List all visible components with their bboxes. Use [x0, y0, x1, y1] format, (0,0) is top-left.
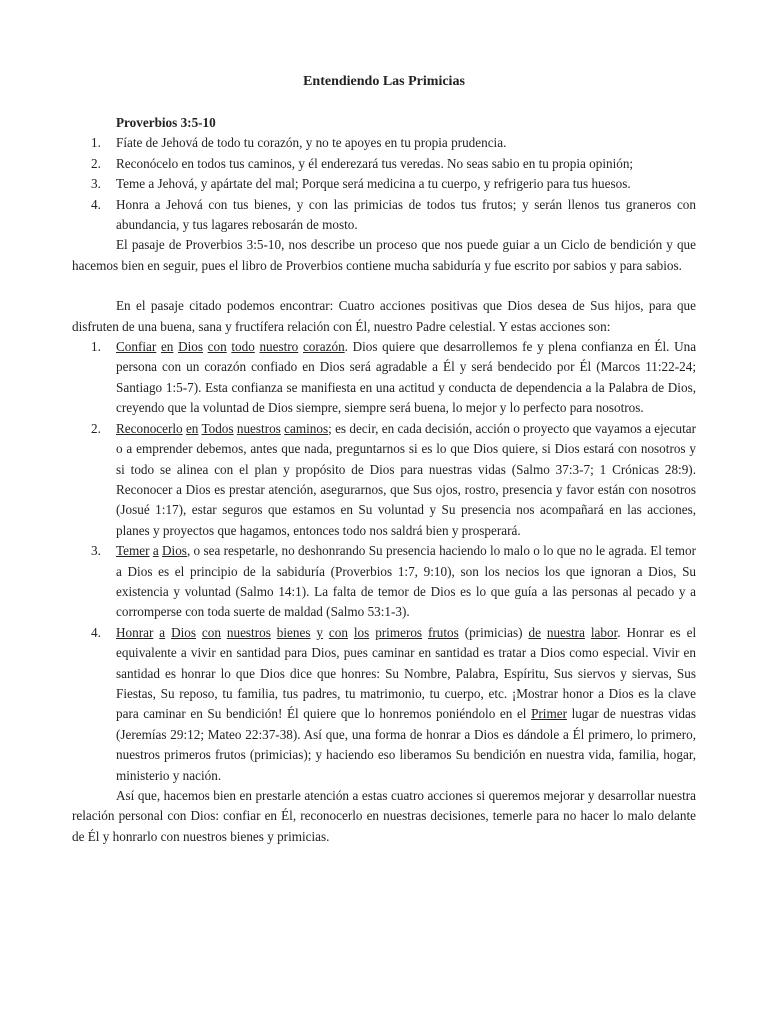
action-heading-word: todo — [231, 339, 255, 355]
action-heading-word: nuestra — [546, 624, 585, 640]
action-item — [72, 623, 696, 786]
action-heading-word: los — [353, 624, 370, 640]
verse-number: 1. — [91, 135, 101, 151]
action-item — [72, 541, 696, 623]
action-number: 4. — [91, 624, 101, 640]
verse-text: Fíate de Jehová de todo tu corazón, y no te apoyes en tu propia prudencia. — [116, 135, 507, 151]
action-heading-word: frutos — [428, 624, 459, 640]
actions-list — [72, 337, 696, 786]
action-heading-word: primeros — [375, 624, 423, 640]
emphasized-word: Primer — [531, 706, 567, 722]
action-body: . Honrar es el equivalente a vivir en santidad para Dios, pues caminar en santidad es tratar a Dios como especial. Vivir en santidad es honrar lo que Dios dice que honres: Su Nombre, Palabra, Espíritu, Sus siervos y siervas, Sus Fiestas, Su reposo, tu familia, tus padres, tu matrimonio, tu cuerpo, etc. ¡Mostrar honor a Dios es la clave para caminar en Su bendición! Él quiere que lo honremos poniéndolo en el — [116, 624, 697, 722]
action-heading-word: a — [152, 543, 159, 559]
action-heading-word: con — [201, 624, 221, 640]
verse-item — [72, 174, 696, 194]
action-heading-word: con — [328, 624, 348, 640]
action-heading-word: Confiar — [116, 339, 157, 355]
document-title: Entendiendo Las Primicias — [303, 74, 465, 89]
paragraph-spacer — [72, 276, 696, 296]
action-heading-word: corazón — [302, 339, 345, 355]
action-heading-word: Reconocerlo — [116, 420, 183, 436]
action-heading-word: nuestro — [259, 339, 299, 355]
verse-number: 4. — [91, 196, 101, 212]
verse-item — [72, 154, 696, 174]
actions-intro-paragraph: En el pasaje citado podemos encontrar: Cuatro acciones positivas que Dios desea de Sus hijos, para que disfruten de una buena, sana y fructífera relación con Él, nuestro Padre celestial. Y estas acciones son: — [72, 298, 696, 334]
conclusion-paragraph: Así que, hacemos bien en prestarle atención a estas cuatro acciones si queremos mejorar y desarrollar nuestra relación personal con Dios: confiar en Él, reconocerlo en nuestras decisiones, temerle para no hacer lo malo delante de Él y honrarlo con nuestros bienes y primicias. — [72, 788, 696, 844]
action-number: 1. — [91, 339, 101, 355]
action-heading-word: labor — [590, 624, 618, 640]
action-heading-word: nuestros — [226, 624, 271, 640]
action-heading-word: Honrar — [116, 624, 154, 640]
action-body: (primicias) — [458, 624, 529, 640]
action-item — [72, 337, 696, 419]
verse-number: 3. — [91, 176, 101, 192]
action-heading-word: y — [316, 624, 323, 640]
action-item — [72, 419, 696, 541]
verse-text: Teme a Jehová, y apártate del mal; Porque será medicina a tu cuerpo, y refrigerio para tus huesos. — [116, 176, 631, 192]
action-heading-word: Dios — [178, 339, 203, 355]
action-heading-word: a — [159, 624, 166, 640]
action-heading-word: con — [207, 339, 227, 355]
action-body: , o sea respetarle, no deshonrando Su presencia haciendo lo malo o lo que no le agrada. El temor a Dios es el principio de la sabiduría (Proverbios 1:7, 9:10), son los necios los que ignoran a Dios, Su existencia y voluntad (Salmo 14:1). La falta de temor de Dios es lo que guía a las personas al pecado y a corromperse con toda suerte de maldad (Salmo 53:1-3). — [116, 543, 697, 620]
intro-paragraph: El pasaje de Proverbios 3:5-10, nos describe un proceso que nos puede guiar a un Ciclo de bendición y que hacemos bien en seguir, pues el libro de Proverbios contiene mucha sabiduría y fue escrito por sabios y para sabios. — [72, 237, 696, 273]
verse-text: Reconócelo en todos tus caminos, y él enderezará tus veredas. No seas sabio en tu propia opinión; — [116, 155, 634, 171]
verse-item — [72, 195, 696, 236]
document-body — [72, 113, 696, 847]
action-heading-word: bienes — [276, 624, 311, 640]
action-heading-word: Dios — [171, 624, 196, 640]
action-body: . Dios quiere que desarrollemos fe y plena confianza en Él. Una persona con un corazón confiado en Dios será agradable a Él y será bendecido por Él (Marcos 11:22-24; Santiago 1:5-7). Esta confianza se manifiesta en una actitud y conducta de dependencia a la Palabra de Dios, creyendo que la voluntad de Dios siempre, siempre será buena, lo mejor y lo perfecto para nosotros. — [116, 339, 697, 416]
action-heading-word: Temer — [116, 543, 150, 559]
action-heading-word: Dios — [162, 543, 187, 559]
action-heading-word: en — [160, 339, 174, 355]
passage-reference: Proverbios 3:5-10 — [116, 115, 216, 130]
verse-list — [72, 133, 696, 235]
verse-item — [72, 133, 696, 153]
verse-number: 2. — [91, 155, 101, 171]
action-body: lugar de nuestras vidas (Jeremías 29:12; Mateo 22:37-38). Así que, una forma de honrar a Dios es dándole a Él primero, lo primero, nuestros primeros frutos (primicias); y haciendo eso liberamos Su bendición en nuestra vida, familia, hogar, ministerio y nación. — [116, 706, 696, 783]
action-number: 2. — [91, 420, 101, 436]
verse-text: Honra a Jehová con tus bienes, y con las primicias de todos tus frutos; y serán llenos tus graneros con abundancia, y tus lagares rebosarán de mosto. — [116, 196, 696, 233]
action-heading-word: caminos — [284, 420, 329, 436]
action-heading-word: nuestros — [236, 420, 281, 436]
action-body: ; es decir, en cada decisión, acción o proyecto que vayamos a ejecutar o a emprender debemos, antes que nada, preguntarnos si es lo que Dios quiere, si Dios estará con nosotros y si todo se alinea con el plan y propósito de Dios para nuestras vidas (Salmo 37:3-7; 1 Crónicas 28:9). Reconocer a Dios es prestar atención, asegurarnos, que Sus ojos, rostro, presencia y favor están con nosotros (Josué 1:17), estar seguros que estamos en Su voluntad y Su presencia nos acompañará en las acciones, planes y proyectos que hagamos, entonces todo nos saldrá bien y prosperará. — [116, 420, 697, 538]
action-heading-word: en — [185, 420, 199, 436]
action-heading-word: Todos — [201, 420, 234, 436]
action-heading-word: de — [528, 624, 541, 640]
action-number: 3. — [91, 543, 101, 559]
